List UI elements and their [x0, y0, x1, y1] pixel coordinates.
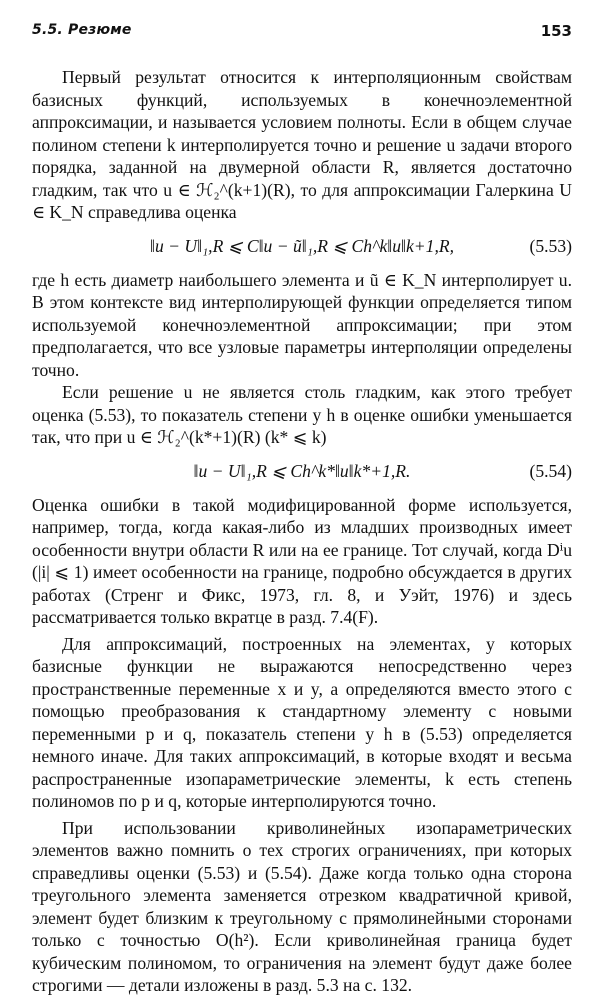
equation-5-53: [32, 224, 572, 269]
body-text: [32, 66, 572, 997]
paragraph-completeness: Первый результат относится к интерполяционным свойствам базисных функций, используемых в конечноэлементной аппроксимации, и называется условием полноты. Если в общем случае полином степени k интерполируется точно и решение u задачи второго порядка, заданной на двумерной области R, является достаточно гладким, так что u ∈ ℋ₂^(k+1)(R), то для аппроксимации Галеркина U ∈ K_N справедлива оценка: [32, 67, 572, 222]
paragraph-interpolant: где h есть диаметр наибольшего элемента и ũ ∈ K_N интерполирует u. В этом контексте вид интерполирующей функции определяется типом используемой конечноэлементной аппроксимации; при этом предполагается, что все узловые параметры интерполяции определены точно.: [32, 269, 572, 380]
equation-formula: ‖u − U‖₁,R ⩽ Ch^k*‖u‖k*+1,R.: [193, 460, 411, 481]
paragraph-nonsmooth: Если решение u не является столь гладким, как этого требует оценка (5.53), то показатель степени у h в оценке ошибки уменьшается так, что при u ∈ ℋ₂^(k*+1)(R) (k* ⩽ k): [32, 382, 572, 447]
running-head: [32, 22, 572, 42]
paragraph-isoparametric: Для аппроксимаций, построенных на элементах, у которых базисные функции не выражаются непосредственно через пространственные переменные x и y, а определяются вместо этого с помощью преобразования к стандартному элементу с новыми переменными p и q, показатель степени у h в (5.53) определяется немного иначе. Для таких аппроксимаций, в которые входят и весьма распространенные изопараметрические элементы, k есть степень полиномов по p и q, которые интерполируются точно.: [32, 633, 572, 811]
equation-number: (5.53): [529, 235, 572, 256]
equation-formula: ‖u − U‖₁,R ⩽ C‖u − ũ‖₁,R ⩽ Ch^k‖u‖k+1,R,: [150, 235, 454, 256]
equation-5-54: [32, 449, 572, 494]
equation-number: (5.54): [529, 460, 572, 481]
paragraph-curved-elements: При использовании криволинейных изопараметрических элементов важно помнить о тех строгих ограничениях, при которых справедливы оценки (5.53) и (5.54). Даже когда только одна сторона треугольного элемента заменяется отрезком квадратичной кривой, элемент будет близким к треугольному с прямолинейными сторонами только с точностью O(h²). Если криволинейная граница будет кубическим полиномом, то ограничения на элемент будут даже более строгими — детали изложены в разд. 5.3 на с. 132.: [32, 817, 572, 995]
page-number: 153: [540, 22, 572, 40]
section-title: 5.5. Резюме: [32, 22, 132, 38]
paragraph-modified-estimate: Оценка ошибки в такой модифицированной форме используется, например, тогда, когда какая-либо из младших производных имеет особенности внутри области R или на ее границе. Тот случай, когда Dⁱu (|i| ⩽ 1) имеет особенности на границе, подробно обсуждается в других работах (Стренг и Фикс, 1973, гл. 8, и Уэйт, 1976) и здесь рассматривается только вкратце в разд. 7.4(F).: [32, 494, 572, 627]
